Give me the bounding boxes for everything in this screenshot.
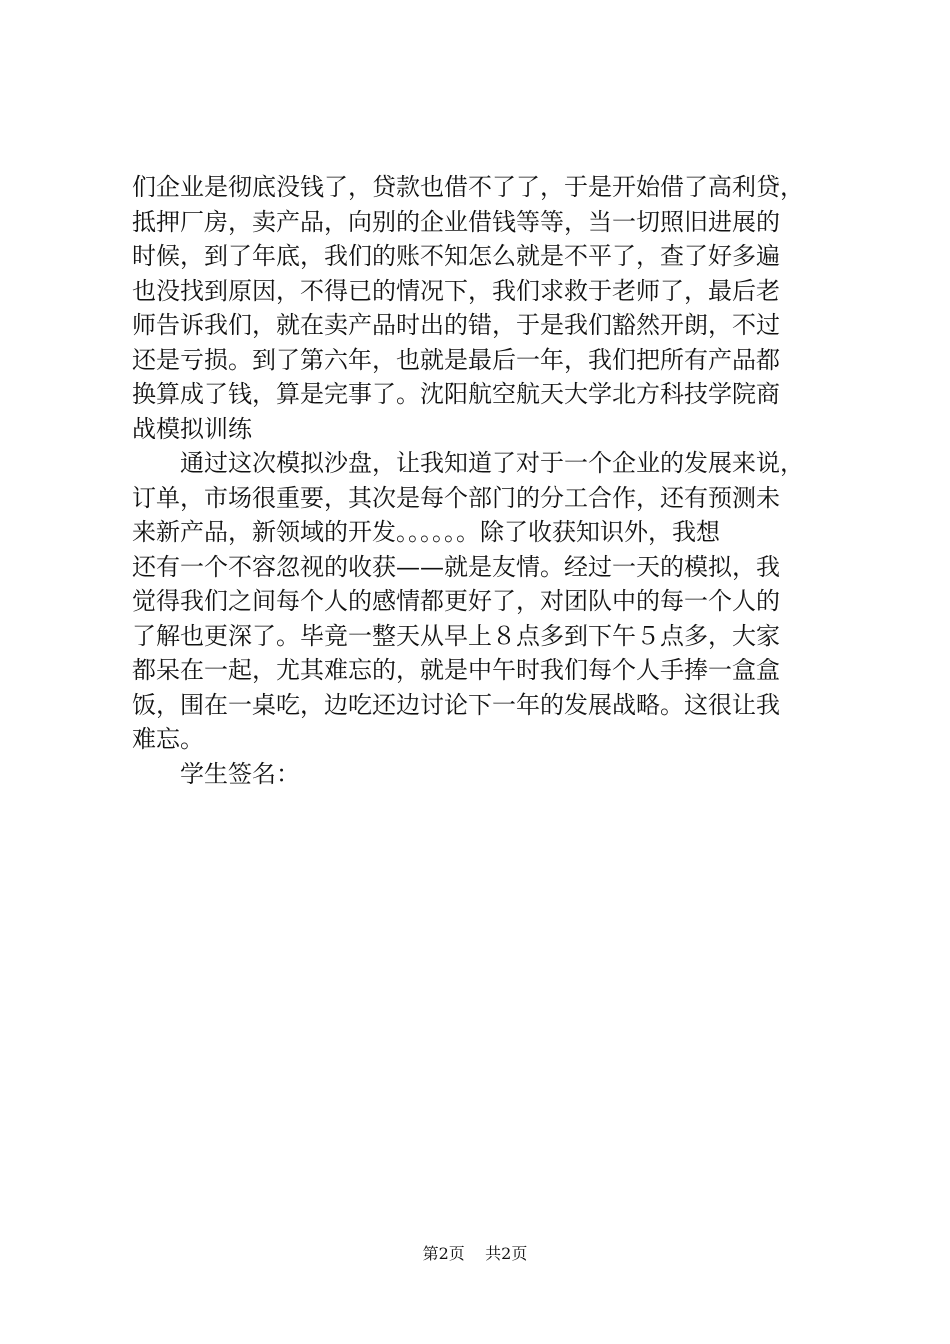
footer-separator (470, 1244, 480, 1263)
text-line: 们企业是彻底没钱了，贷款也借不了了，于是开始借了高利贷， (132, 173, 804, 201)
text-line: 饭，围在一桌吃，边吃还边讨论下一年的发展战略。这很让我 (132, 690, 780, 719)
text-line: 战模拟训练 (132, 414, 252, 443)
text-line: 师告诉我们，就在卖产品时出的错，于是我们豁然开朗，不过 (132, 311, 780, 339)
student-signature-label: 学生签名： (180, 759, 300, 788)
page-number: 第2页 (422, 1244, 465, 1263)
text-line: 都呆在一起，尤其难忘的，就是中午时我们每个人手捧一盒盒 (132, 656, 780, 684)
text-line: 也没找到原因，不得已的情况下，我们求救于老师了，最后老 (132, 276, 780, 305)
text-line: 时候，到了年底，我们的账不知怎么就是不平了，查了好多遍 (132, 242, 780, 270)
page-total: 共2页 (485, 1244, 528, 1263)
text-line: 来新产品，新领域的开发。。。。。。除了收获知识外，我想 (132, 518, 720, 546)
text-line: 难忘。 (132, 725, 204, 753)
text-line: 还是亏损。到了第六年，也就是最后一年，我们把所有产品都 (132, 345, 780, 374)
page-footer (0, 1243, 950, 1265)
text-line: 了解也更深了。毕竟一整天从早上８点多到下午５点多，大家 (132, 621, 780, 650)
text-line: 还有一个不容忽视的收获——就是友情。经过一天的模拟，我 (132, 552, 780, 581)
text-line: 抵押厂房，卖产品，向别的企业借钱等等，当一切照旧进展的 (132, 207, 780, 236)
paragraph-start-line: 通过这次模拟沙盘，让我知道了对于一个企业的发展来说， (180, 449, 804, 477)
text-line: 觉得我们之间每个人的感情都更好了，对团队中的每一个人的 (132, 587, 780, 615)
text-line: 订单，市场很重要，其次是每个部门的分工合作，还有预测未 (132, 483, 780, 512)
text-line: 换算成了钱，算是完事了。沈阳航空航天大学北方科技学院商 (132, 380, 780, 408)
body-text (132, 170, 832, 791)
